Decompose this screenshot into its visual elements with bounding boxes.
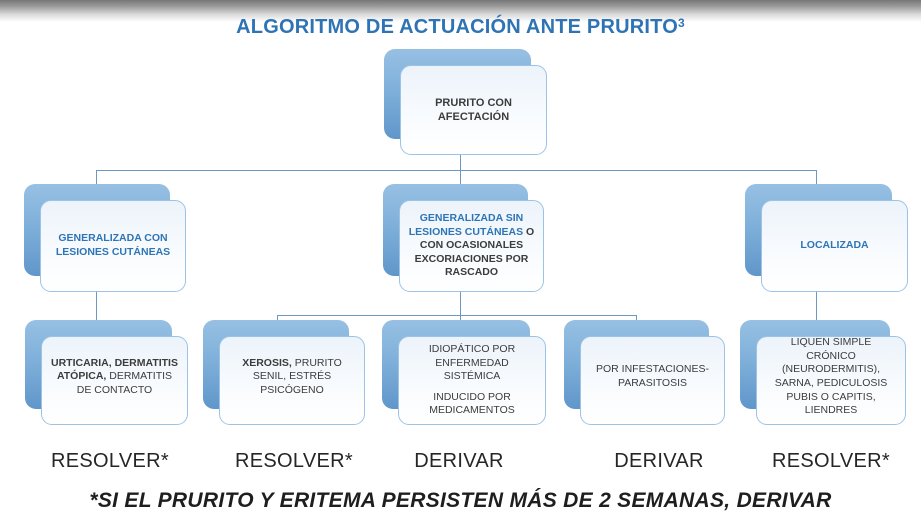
node-label: LIQUEN SIMPLE CRÓNICO (NEURODERMITIS), SARNA, PEDICULOSIS PUBIS O CAPITIS, LIENDRES: [774, 336, 888, 417]
connector-branch2-down: [460, 291, 461, 316]
node-box: [41, 336, 188, 425]
page-title-superscript: 3: [677, 16, 685, 30]
node-xerosis-prurito-senil: [219, 336, 365, 425]
connector-root-down: [460, 154, 461, 171]
node-box: [761, 200, 908, 292]
page-title-text: ALGORITMO DE ACTUACIÓN ANTE PRURITO: [236, 16, 678, 38]
connector-level1-horizontal: [96, 170, 817, 171]
connector-level2-horizontal: [277, 315, 637, 316]
node-box: [400, 65, 547, 155]
footnote-asterisk-note: *SI EL PRURITO Y ERITEMA PERSISTEN MÁS DE 2 SEMANAS, DERIVAR: [89, 489, 832, 512]
node-box: [756, 336, 906, 425]
node-label: URTICARIA, DERMATITIS ATÓPICA, DERMATITIS DE CONTACTO: [51, 356, 178, 396]
node-root-prurito: [400, 65, 547, 155]
outcome-derivar-1: DERIVAR: [414, 450, 504, 472]
outcome-resolver-3: RESOLVER*: [772, 450, 890, 472]
node-label: GENERALIZADA CON LESIONES CUTÁNEAS: [55, 232, 171, 258]
node-idiopatico-sistemica-medicamentos: [398, 336, 546, 425]
node-generalizada-con-lesiones: [40, 200, 186, 292]
node-localizada: [761, 200, 908, 292]
node-label: IDIOPÁTICO POR ENFERMEDAD SISTÉMICA INDUCIDO POR MEDICAMENTOS: [428, 342, 516, 417]
outcome-resolver-1: RESOLVER*: [51, 450, 169, 472]
node-label: PRURITO CON AFECTACIÓN: [435, 96, 512, 123]
node-box: [580, 336, 725, 425]
outcome-resolver-2: RESOLVER*: [235, 450, 353, 472]
node-urticaria-dermatitis: [41, 336, 188, 425]
page-title: [0, 16, 921, 39]
node-infestaciones-parasitosis: [580, 336, 725, 425]
node-box: [398, 336, 546, 425]
node-label: GENERALIZADA SIN LESIONES CUTÁNEAS O CON OCASIONALES EXCORIACIONES POR RASCADO: [408, 211, 535, 279]
node-box: [399, 200, 544, 292]
node-box: [40, 200, 186, 292]
node-generalizada-sin-lesiones: [399, 200, 544, 292]
node-label: XEROSIS, PRURITO SENIL, ESTRÉS PSICÓGENO: [242, 356, 342, 396]
node-liquen-sarna-pediculosis: [756, 336, 906, 425]
node-label: LOCALIZADA: [800, 239, 869, 252]
outcome-derivar-2: DERIVAR: [614, 450, 704, 472]
node-box: [219, 336, 365, 425]
node-label: POR INFESTACIONES-PARASITOSIS: [596, 363, 709, 389]
